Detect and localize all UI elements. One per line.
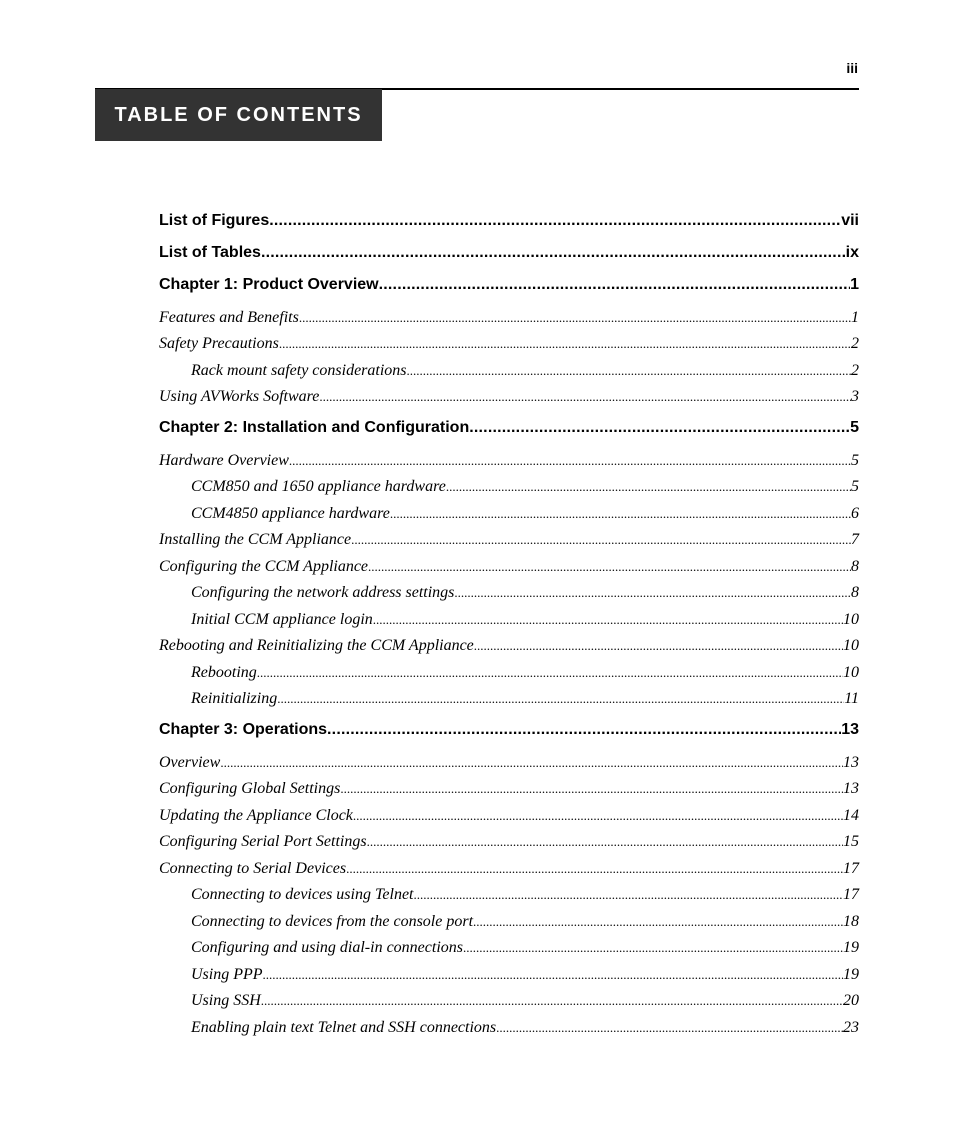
toc-entry-title: Features and Benefits [159, 309, 299, 326]
toc-section-entry[interactable] [191, 939, 859, 957]
toc-dot-leader [299, 310, 851, 326]
toc-dot-leader [269, 212, 841, 230]
toc-dot-leader [261, 244, 846, 262]
toc-entry-page: 7 [851, 531, 859, 548]
toc-entry-title: Rebooting [191, 664, 257, 681]
toc-dot-leader [279, 336, 851, 352]
toc-entry-title: Enabling plain text Telnet and SSH connections [191, 1019, 497, 1036]
toc-chapter-entry[interactable] [159, 244, 859, 262]
toc-entry-page: 20 [843, 992, 859, 1009]
toc-entry-page: 5 [851, 478, 859, 495]
toc-entry-title: Connecting to devices from the console port [191, 913, 474, 930]
toc-entry-title: Rack mount safety considerations [191, 362, 407, 379]
toc-entry-title: Rebooting and Reinitializing the CCM Appliance [159, 637, 474, 654]
toc-entry-page: 8 [851, 558, 859, 575]
toc-entry-page: 2 [851, 335, 859, 352]
toc-entry-page: 19 [843, 966, 859, 983]
toc-dot-leader [373, 612, 843, 628]
toc-section-entry[interactable] [191, 966, 859, 984]
toc-dot-leader [390, 506, 851, 522]
toc-dot-leader [353, 808, 843, 824]
toc-entry-page: 10 [843, 637, 859, 654]
toc-section-entry[interactable] [159, 833, 859, 851]
toc-section-entry[interactable] [191, 1019, 859, 1037]
toc-entry-page: 18 [843, 913, 859, 930]
toc-entry-page: 14 [843, 807, 859, 824]
toc-section-entry[interactable] [159, 388, 859, 406]
toc-entry-page: 8 [851, 584, 859, 601]
toc-section-entry[interactable] [191, 664, 859, 682]
toc-entry-page: ix [845, 244, 859, 261]
toc-section-entry[interactable] [159, 637, 859, 655]
toc-entry-page: 15 [843, 833, 859, 850]
toc-dot-leader [496, 1020, 843, 1036]
toc-dot-leader [367, 834, 843, 850]
toc-dot-leader [319, 389, 851, 405]
toc-dot-leader [261, 993, 843, 1009]
toc-entry-title: Configuring the network address settings [191, 584, 455, 601]
toc-entry-title: Chapter 1: Product Overview [159, 276, 379, 293]
toc-section-entry[interactable] [159, 807, 859, 825]
toc-dot-leader [407, 363, 851, 379]
toc-entry-title: CCM4850 appliance hardware [191, 505, 390, 522]
toc-entry-title: Configuring Global Settings [159, 780, 341, 797]
toc-entry-title: Configuring the CCM Appliance [159, 558, 369, 575]
toc-entry-page: 5 [851, 452, 859, 469]
toc-section-entry[interactable] [191, 478, 859, 496]
toc-dot-leader [340, 781, 843, 797]
toc-entry-title: Using PPP [191, 966, 263, 983]
toc-dot-leader [446, 479, 851, 495]
toc-entry-title: Reinitializing [191, 690, 278, 707]
toc-dot-leader [474, 638, 843, 654]
toc-entry-page: 10 [843, 664, 859, 681]
toc-dot-leader [351, 532, 851, 548]
toc-entry-page: 2 [851, 362, 859, 379]
toc-chapter-entry[interactable] [159, 721, 859, 739]
toc-entry-title: Chapter 3: Operations [159, 721, 328, 738]
toc-dot-leader [463, 940, 843, 956]
toc-section-entry[interactable] [191, 992, 859, 1010]
toc-section-entry[interactable] [191, 362, 859, 380]
toc-dot-leader [469, 419, 850, 437]
toc-entry-page: 17 [843, 886, 859, 903]
toc-dot-leader [327, 721, 841, 739]
toc-entry-title: Using SSH [191, 992, 261, 1009]
toc-dot-leader [277, 691, 844, 707]
toc-section-entry[interactable] [159, 558, 859, 576]
toc-section-entry[interactable] [159, 860, 859, 878]
toc-chapter-entry[interactable] [159, 212, 859, 230]
toc-entry-title: Safety Precautions [159, 335, 279, 352]
toc-dot-leader [379, 276, 850, 294]
toc-entry-page: 23 [843, 1019, 859, 1036]
toc-dot-leader [263, 967, 843, 983]
toc-dot-leader [368, 559, 851, 575]
toc-chapter-entry[interactable] [159, 276, 859, 294]
toc-entry-page: 19 [843, 939, 859, 956]
toc-entry-title: List of Figures [159, 212, 270, 229]
toc-entry-page: 1 [850, 276, 859, 293]
toc-section-entry[interactable] [159, 452, 859, 470]
toc-entry-title: Connecting to Serial Devices [159, 860, 347, 877]
toc-entry-title: List of Tables [159, 244, 261, 261]
toc-section-entry[interactable] [159, 754, 859, 772]
toc-section-entry[interactable] [191, 505, 859, 523]
toc-entry-title: Installing the CCM Appliance [159, 531, 352, 548]
toc-entry-page: 13 [841, 721, 859, 738]
toc-entry-title: Using AVWorks Software [159, 388, 320, 405]
toc-chapter-entry[interactable] [159, 419, 859, 437]
toc-entry-title: Hardware Overview [159, 452, 289, 469]
toc-section-entry[interactable] [191, 913, 859, 931]
page-number: iii [846, 60, 858, 76]
toc-entry-page: 3 [851, 388, 859, 405]
toc-section-entry[interactable] [159, 531, 859, 549]
toc-entry-title: Updating the Appliance Clock [159, 807, 353, 824]
toc-entry-page: 11 [844, 690, 859, 707]
toc-entry-title: Connecting to devices using Telnet [191, 886, 414, 903]
toc-entry-page: 13 [843, 754, 859, 771]
toc-entry-title: Chapter 2: Installation and Configuration [159, 419, 470, 436]
toc-dot-leader [257, 665, 843, 681]
toc-dot-leader [454, 585, 851, 601]
toc-entry-page: 5 [850, 419, 859, 436]
toc-section-entry[interactable] [191, 584, 859, 602]
toc-entry-page: 1 [851, 309, 859, 326]
toc-section-entry[interactable] [191, 886, 859, 904]
toc-entry-title: Configuring and using dial-in connections [191, 939, 463, 956]
toc-entry-page: vii [841, 212, 859, 229]
toc-section-entry[interactable] [191, 611, 859, 629]
toc-section-entry[interactable] [159, 309, 859, 327]
page-title: TABLE OF CONTENTS [95, 89, 382, 141]
toc-entry-page: 10 [843, 611, 859, 628]
toc-entry-page: 17 [843, 860, 859, 877]
toc-entry-title: Initial CCM appliance login [191, 611, 373, 628]
toc-dot-leader [346, 861, 843, 877]
toc-section-entry[interactable] [191, 690, 859, 708]
toc-entry-title: Overview [159, 754, 221, 771]
toc-entry-title: CCM850 and 1650 appliance hardware [191, 478, 446, 495]
toc-section-entry[interactable] [159, 780, 859, 798]
toc-dot-leader [289, 453, 851, 469]
toc-dot-leader [473, 914, 843, 930]
toc-entry-title: Configuring Serial Port Settings [159, 833, 367, 850]
toc-entry-page: 13 [843, 780, 859, 797]
toc-dot-leader [220, 755, 843, 771]
toc-section-entry[interactable] [159, 335, 859, 353]
toc-dot-leader [413, 887, 843, 903]
toc-entry-page: 6 [851, 505, 859, 522]
